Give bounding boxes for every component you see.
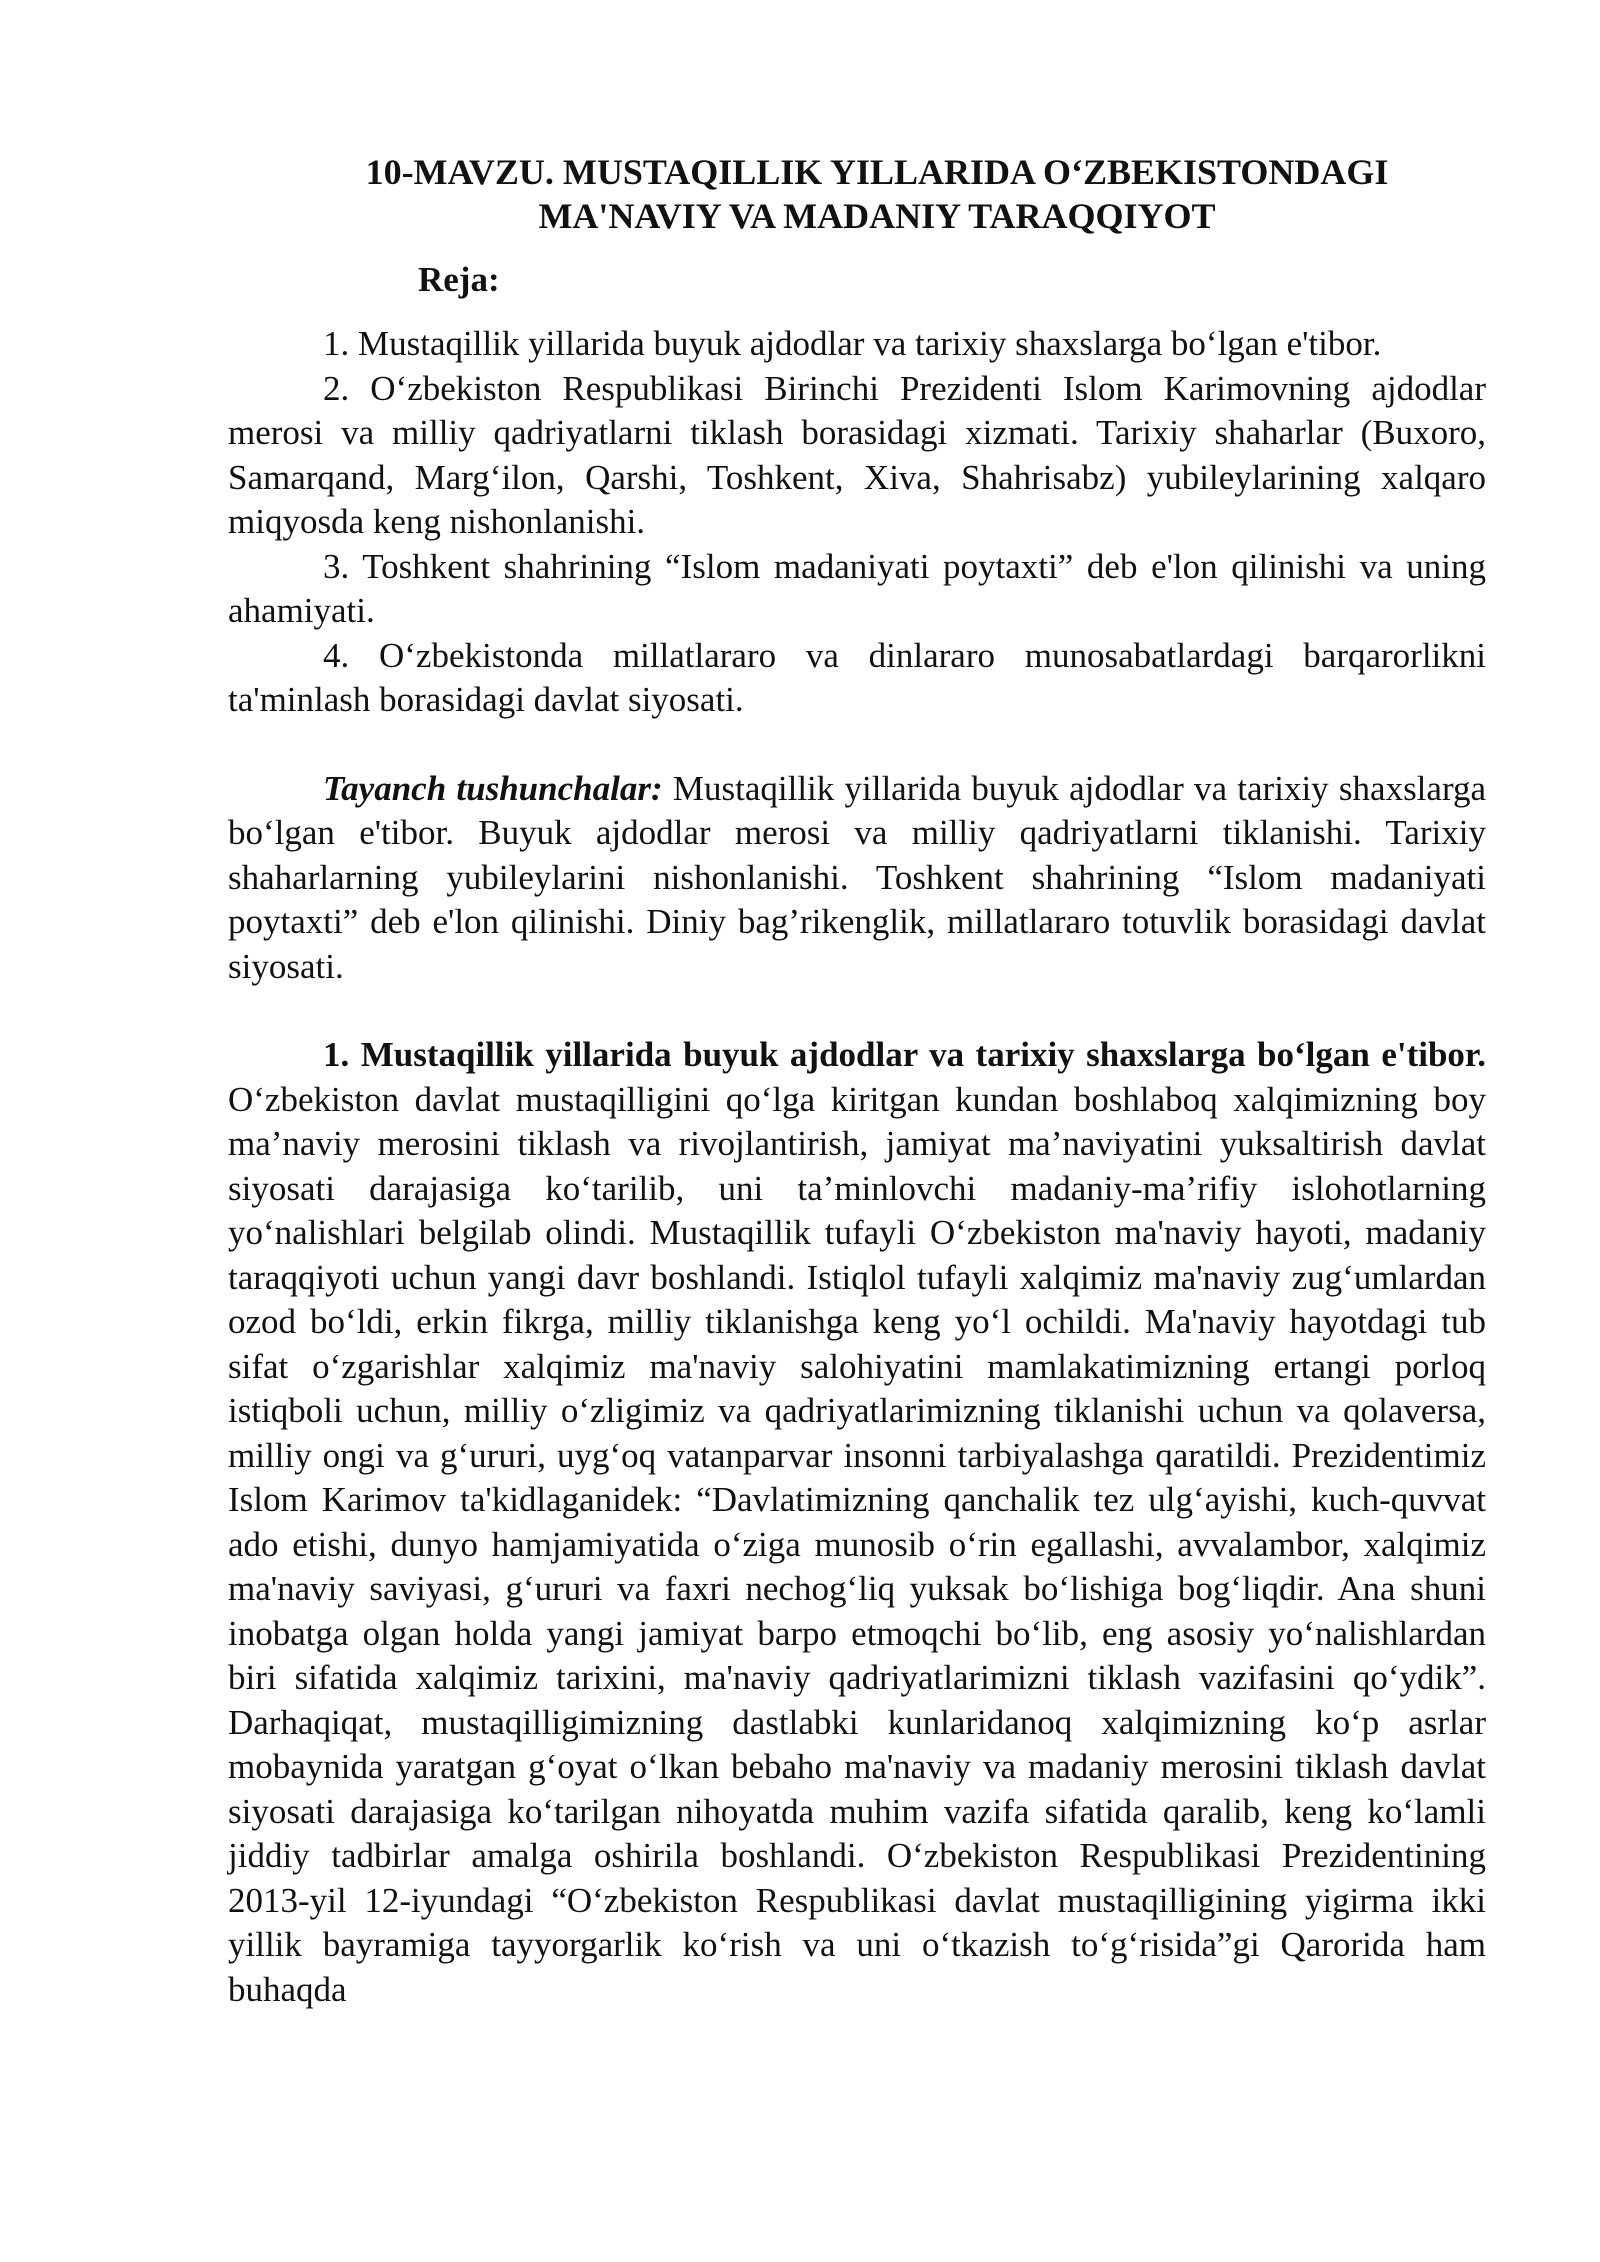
document-page [228,150,1486,2012]
plan-item-1: 1. Mustaqillik yillarida buyuk ajdodlar va tarixiy shaxslarga bo‘lgan e'tibor. [323,324,1382,363]
spacer [228,723,1486,767]
key-concepts-text: Mustaqillik yillarida buyuk ajdodlar va tarixiy shaxslarga bo‘lgan e'tibor. Buyuk ajdodlar merosi va milliy qadriyatlarni tiklanishi. Tarixiy shaharlarning yubileylarini nishonlanishi. Toshkent shahrining “Islom madaniyati poytaxti” deb e'lon qilinishi. Diniy bag’rikenglik, millatlararo totuvlik borasidagi davlat siyosati. [228,768,1486,986]
plan-item-4: 4. O‘zbekistonda millatlararo va dinlararo munosabatlardagi barqarorlikni ta'minlash borasidagi davlat siyosati. [228,635,1486,719]
plan-list [228,322,1486,723]
section-1-text: O‘zbekiston davlat mustaqilligini qo‘lga kiritgan kundan boshlaboq xalqimizning boy ma’naviy merosini tiklash va rivojlantirish, jamiyat ma’naviyatini yuksaltirish davlat siyosati darajasiga ko‘tarilib, uni ta’minlovchi madaniy-ma’rifiy islohotlarning yo‘nalishlari belgilab olindi. Mustaqillik tufayli O‘zbekiston ma'naviy hayoti, madaniy taraqqiyoti uchun yangi davr boshlandi. Istiqlol tufayli xalqimiz ma'naviy zug‘umlardan ozod bo‘ldi, erkin fikrga, milliy tiklanishga keng yo‘l ochildi. Ma'naviy hayotdagi tub sifat o‘zgarishlar xalqimiz ma'naviy salohiyatini mamlakatimizning ertangi porloq istiqboli uchun, milliy o‘zligimiz va qadriyatlarimizning tiklanishi uchun va qolaversa, milliy ongi va g‘ururi, uyg‘oq vatanparvar insonni tarbiyalashga qaratildi. Prezidentimiz Islom Karimov ta'kidlaganidek: “Davlatimizning qanchalik tez ulg‘ayishi, kuch-quvvat ado etishi, dunyo hamjamiyatida o‘ziga munosib o‘rin egallashi, avvalambor, xalqimiz ma'naviy saviyasi, g‘ururi va faxri nechog‘liq yuksak bo‘lishiga bog‘liqdir. Ana shuni inobatga olgan holda yangi jamiyat barpo etmoqchi bo‘lib, eng asosiy yo‘nalishlardan biri sifatida xalqimiz tarixini, ma'naviy qadriyatlarimizni tiklash vazifasini qo‘ydik”. Darhaqiqat, mustaqilligimizning dastlabki kunlaridanoq xalqimizning ko‘p asrlar mobaynida yaratgan g‘oyat o‘lkan bebaho ma'naviy va madaniy merosini tiklash davlat siyosati darajasiga ko‘tarilgan nihoyatda muhim vazifa sifatida qaralib, keng ko‘lamli jiddiy tadbirlar amalga oshirila boshlandi. O‘zbekiston Respublikasi Prezidentining 2013-yil 12-iyundagi “O‘zbekiston Respublikasi davlat mustaqilligining yigirma ikki yillik bayramiga tayyorgarlik ko‘rish va uni o‘tkazish to‘g‘risida”gi Qarorida ham buhaqda [228,1079,1486,2009]
plan-heading: Reja: [418,260,500,299]
key-concepts-label: Tayanch tushunchalar: [323,768,663,808]
section-1-heading: 1. Mustaqillik yillarida buyuk ajdodlar va tarixiy shaxslarga bo‘lgan e'tibor. [323,1035,1486,1074]
plan-item-2: 2. O‘zbekiston Respublikasi Birinchi Prezidenti Islom Karimovning ajdodlar merosi va milliy qadriyatlarni tiklash borasidagi xizmati. Tarixiy shaharlar (Buxoro, Samarqand, Marg‘ilon, Qarshi, Toshkent, Xiva, Shahrisabz) yubileylarining xalqaro miqyosda keng nishonlanishi. [228,368,1486,541]
section-1-paragraph [228,1033,1486,2012]
key-concepts-paragraph [228,767,1486,990]
title-line-2: MA'NAVIY VA MADANIY TARAQQIYOT [538,196,1216,236]
title-line-1: 10-MAVZU. MUSTAQILLIK YILLARIDA O‘ZBEKISTONDAGI [365,152,1389,192]
document-title [228,150,1486,238]
spacer [228,989,1486,1033]
plan-item-3: 3. Toshkent shahrining “Islom madaniyati poytaxti” deb e'lon qilinishi va uning ahamiyati. [228,546,1486,630]
